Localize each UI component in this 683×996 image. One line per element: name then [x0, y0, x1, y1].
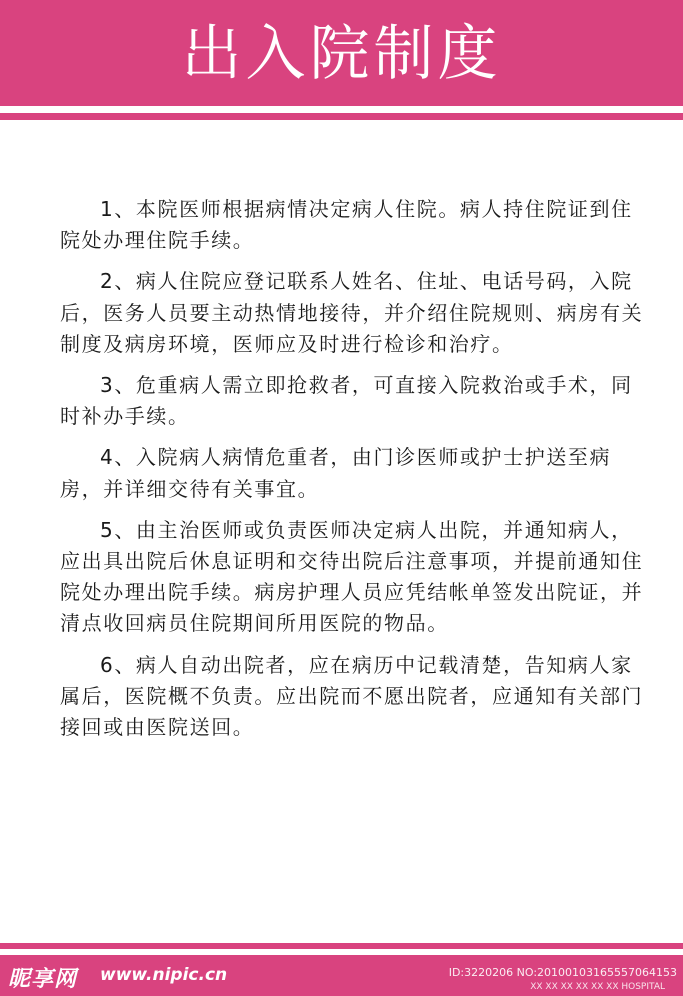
page-title: 出入院制度 — [181, 19, 502, 89]
rule-item-5: 5、由主治医师或负责医师决定病人出院，并通知病人，应出具出院后休息证明和交待出院后注意事项，并提前通知住院处办理出院手续。病房护理人员应凭结帐单签发出院证，并清点收回病员住院期间所用医院的物品。 — [60, 517, 644, 636]
footer-divider — [0, 943, 683, 949]
rule-item-4: 4、入院病人病情危重者，由门诊医师或护士护送至病房，并详细交待有关事宜。 — [60, 445, 612, 501]
rule-item-1: 1、本院医师根据病情决定病人住院。病人持住院证到住院处办理住院手续。 — [60, 197, 633, 253]
watermark-url: www.nipic.cn — [100, 965, 228, 985]
header-divider-white — [0, 106, 683, 113]
header-divider-pink — [0, 113, 683, 120]
watermark-id: ID:3220206 NO:20100103165557064153 — [448, 966, 677, 979]
rule-item-3: 3、危重病人需立即抢救者，可直接入院救治或手术，同时补办手续。 — [60, 373, 633, 429]
rule-item-6: 6、病人自动出院者，应在病历中记载清楚，告知病人家属后，医院概不负责。应出院而不愿出院者，应通知有关部门接回或由医院送回。 — [60, 652, 644, 740]
watermark-hospital: XX XX XX XX XX XX HOSPITAL — [530, 982, 665, 992]
rules-list — [60, 194, 650, 753]
rule-item-2: 2、病人住院应登记联系人姓名、住址、电话号码，入院后，医务人员要主动热情地接待，并介绍住院规则、病房有关制度及病房环境，医师应及时进行检诊和治疗。 — [60, 269, 644, 356]
watermark-logo: 昵享网 — [8, 967, 78, 992]
